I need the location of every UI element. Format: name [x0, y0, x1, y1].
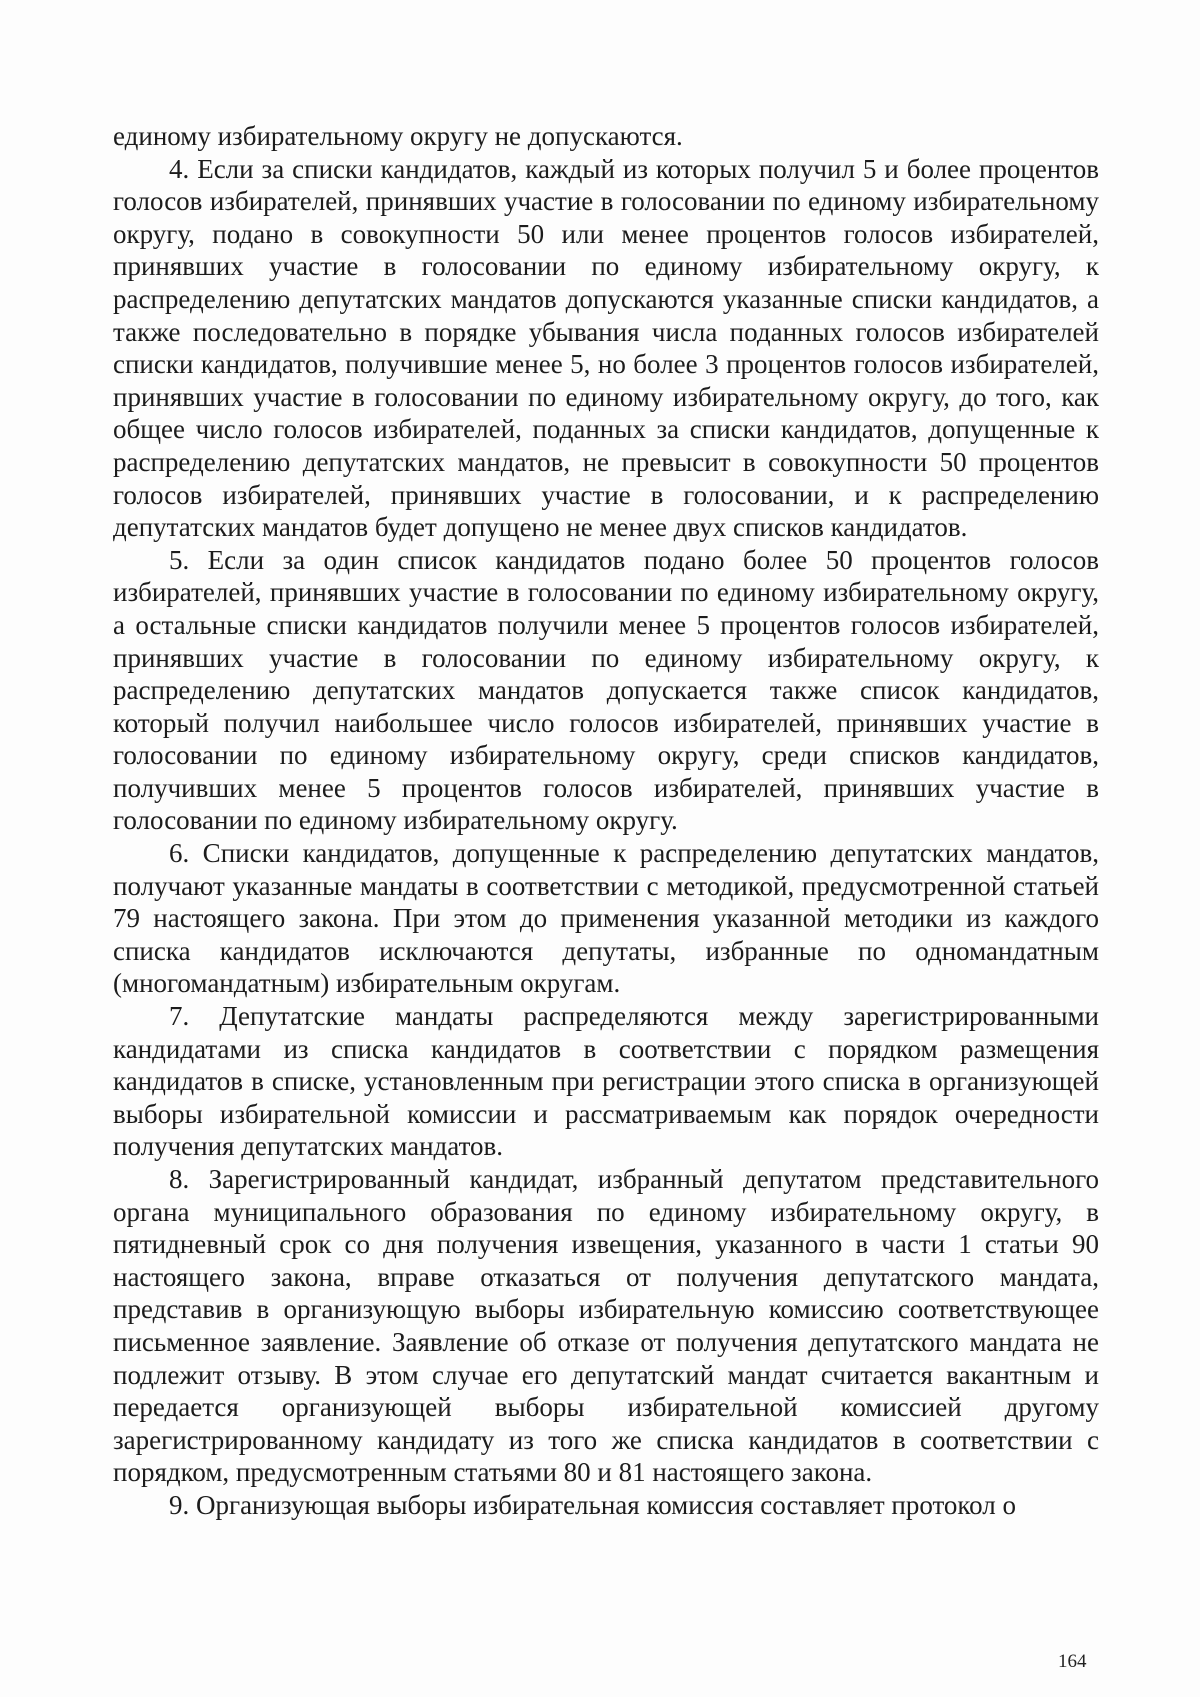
paragraph-item-6: 6. Списки кандидатов, допущенные к распределению депутатских мандатов, получают указанные мандаты в соответствии с методикой, предусмотренной статьей 79 настоящего закона. При этом до применения указанной методики из каждого списка кандидатов исключаются депутаты, избранные по одномандатным (многомандатным) избирательным округам.	[113, 838, 1099, 999]
paragraph-item-9: 9. Организующая выборы избирательная комиссия составляет протокол о	[169, 1489, 1017, 1520]
page-number: 164	[1058, 1651, 1087, 1672]
paragraph-continuation: единому избирательному округу не допускаются.	[113, 121, 683, 151]
document-body	[113, 120, 1099, 1522]
paragraph-item-7: 7. Депутатские мандаты распределяются между зарегистрированными кандидатами из списка кандидатов в соответствии с порядком размещения кандидатов в списке, установленным при регистрации этого списка в организующей выборы избирательной комиссии и рассматриваемым как порядок очередности получения депутатских мандатов.	[113, 1001, 1099, 1162]
paragraph-item-5: 5. Если за один список кандидатов подано более 50 процентов голосов избирателей, принявших участие в голосовании по единому избирательному округу, а остальные списки кандидатов получили менее 5 процентов голосов избирателей, принявших участие в голосовании по единому избирательному округу, к распределению депутатских мандатов допускается также список кандидатов, который получил наибольшее число голосов избирателей, принявших участие в голосовании по единому избирательному округу, среди списков кандидатов, получивших менее 5 процентов голосов избирателей, принявших участие в голосовании по единому избирательному округу.	[113, 544, 1099, 836]
paragraph-item-8: 8. Зарегистрированный кандидат, избранный депутатом представительного органа муниципального образования по единому избирательному округу, в пятидневный срок со дня получения извещения, указанного в части 1 статьи 90 настоящего закона, вправе отказаться от получения депутатского мандата, представив в организующую выборы избирательную комиссию соответствующее письменное заявление. Заявление об отказе от получения депутатского мандата не подлежит отзыву. В этом случае его депутатский мандат считается вакантным и передается организующей выборы избирательной комиссией другому зарегистрированному кандидату из того же списка кандидатов в соответствии с порядком, предусмотренным статьями 80 и 81 настоящего закона.	[113, 1164, 1099, 1488]
paragraph-item-4: 4. Если за списки кандидатов, каждый из которых получил 5 и более процентов голосов избирателей, принявших участие в голосовании по единому избирательному округу, подано в совокупности 50 или менее процентов голосов избирателей, принявших участие в голосовании по единому избирательному округу, к распределению депутатских мандатов допускаются указанные списки кандидатов, а также последовательно в порядке убывания числа поданных голосов избирателей списки кандидатов, получившие менее 5, но более 3 процентов голосов избирателей, принявших участие в голосовании по единому избирательному округу, до того, как общее число голосов избирателей, поданных за списки кандидатов, допущенные к распределению депутатских мандатов, не превысит в совокупности 50 процентов голосов избирателей, принявших участие в голосовании, и к распределению депутатских мандатов будет допущено не менее двух списков кандидатов.	[113, 153, 1099, 543]
